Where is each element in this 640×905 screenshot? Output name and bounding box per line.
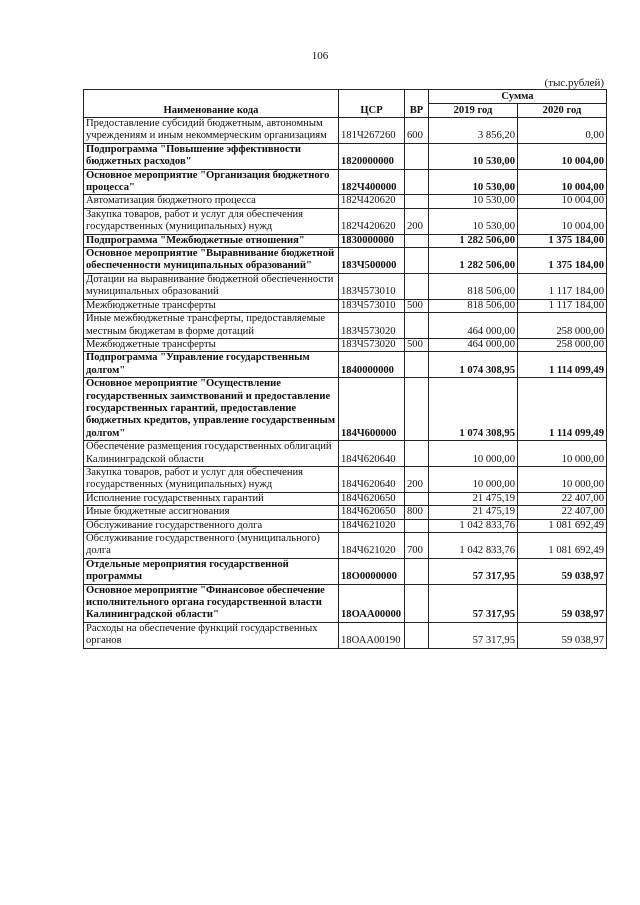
cell-2020: 1 114 099,49 [518,378,607,441]
cell-csr: 184Ч620650 [339,492,405,505]
table-row [84,248,607,274]
cell-vr [405,558,429,584]
cell-vr [405,441,429,467]
cell-2019: 10 000,00 [429,441,518,467]
cell-csr: 184Ч620640 [339,466,405,492]
cell-vr: 200 [405,208,429,234]
cell-csr: 18ОАА00000 [339,584,405,622]
cell-name: Основное мероприятие "Выравнивание бюджетной обеспеченности муниципальных образований" [84,248,339,274]
units-label: (тыс.рублей) [544,77,604,89]
table-row [84,313,607,339]
cell-name: Межбюджетные трансферты [84,338,339,351]
table-row [84,378,607,441]
cell-csr: 182Ч420620 [339,208,405,234]
cell-2019: 21 475,19 [429,506,518,519]
header-2019: 2019 год [429,104,518,118]
cell-vr [405,169,429,195]
cell-csr: 184Ч621020 [339,533,405,559]
cell-csr: 182Ч420620 [339,195,405,208]
cell-name: Дотации на выравнивание бюджетной обеспеченности муниципальных образований [84,273,339,299]
cell-2020: 0,00 [518,118,607,144]
cell-name: Подпрограмма "Управление государственным долгом" [84,352,339,378]
cell-vr [405,352,429,378]
cell-vr [405,378,429,441]
cell-name: Основное мероприятие "Осуществление государственных заимствований и предоставление государственных гарантий, предоставление бюджетных кредитов, управление государственным долгом" [84,378,339,441]
table-row [84,208,607,234]
cell-csr: 184Ч600000 [339,378,405,441]
cell-csr: 183Ч573010 [339,273,405,299]
cell-2019: 1 074 308,95 [429,378,518,441]
cell-csr: 18О0000000 [339,558,405,584]
cell-2019: 10 000,00 [429,466,518,492]
cell-vr: 500 [405,338,429,351]
table-row [84,519,607,532]
header-name: Наименование кода [84,90,339,118]
cell-2020: 1 081 692,49 [518,533,607,559]
cell-2019: 1 042 833,76 [429,533,518,559]
cell-csr: 182Ч400000 [339,169,405,195]
header-2020: 2020 год [518,104,607,118]
cell-csr: 183Ч500000 [339,248,405,274]
cell-name: Расходы на обеспечение функций государственных органов [84,622,339,648]
cell-csr: 184Ч620640 [339,441,405,467]
table-row [84,441,607,467]
cell-2019: 464 000,00 [429,338,518,351]
cell-2019: 818 506,00 [429,273,518,299]
table-row [84,143,607,169]
cell-2019: 1 282 506,00 [429,248,518,274]
cell-vr: 600 [405,118,429,144]
header-sum: Сумма [429,90,607,104]
cell-vr [405,492,429,505]
table-row [84,234,607,247]
cell-2020: 10 004,00 [518,169,607,195]
table-row [84,584,607,622]
cell-vr [405,234,429,247]
cell-name: Обслуживание государственного долга [84,519,339,532]
cell-2020: 1 114 099,49 [518,352,607,378]
cell-2019: 57 317,95 [429,584,518,622]
cell-2019: 1 042 833,76 [429,519,518,532]
table-row [84,273,607,299]
cell-2020: 22 407,00 [518,506,607,519]
cell-2019: 1 074 308,95 [429,352,518,378]
cell-vr [405,622,429,648]
table-row [84,506,607,519]
cell-name: Основное мероприятие "Финансовое обеспечение исполнительного органа государственной власти Калининградской области" [84,584,339,622]
cell-vr: 800 [405,506,429,519]
cell-2019: 10 530,00 [429,169,518,195]
cell-name: Подпрограмма "Межбюджетные отношения" [84,234,339,247]
cell-name: Отдельные мероприятия государственной программы [84,558,339,584]
cell-2019: 3 856,20 [429,118,518,144]
cell-vr [405,519,429,532]
cell-csr: 183Ч573010 [339,299,405,312]
cell-2019: 21 475,19 [429,492,518,505]
cell-2020: 258 000,00 [518,313,607,339]
cell-2020: 10 000,00 [518,441,607,467]
page-number: 106 [311,50,329,62]
cell-vr [405,273,429,299]
cell-name: Автоматизация бюджетного процесса [84,195,339,208]
cell-name: Закупка товаров, работ и услуг для обеспечения государственных (муниципальных) нужд [84,208,339,234]
cell-2019: 10 530,00 [429,143,518,169]
cell-2020: 1 375 184,00 [518,234,607,247]
cell-csr: 18ОАА00190 [339,622,405,648]
cell-csr: 184Ч621020 [339,519,405,532]
table-row [84,338,607,351]
cell-2019: 10 530,00 [429,195,518,208]
cell-2019: 57 317,95 [429,558,518,584]
table-row [84,352,607,378]
cell-2020: 10 004,00 [518,143,607,169]
cell-vr [405,143,429,169]
cell-csr: 1840000000 [339,352,405,378]
header-vr: ВР [405,90,429,118]
cell-2020: 10 004,00 [518,195,607,208]
table-row [84,558,607,584]
cell-2019: 1 282 506,00 [429,234,518,247]
cell-name: Подпрограмма "Повышение эффективности бюджетных расходов" [84,143,339,169]
table-row [84,299,607,312]
cell-vr [405,195,429,208]
cell-2020: 258 000,00 [518,338,607,351]
cell-name: Обеспечение размещения государственных облигаций Калининградской области [84,441,339,467]
table-row [84,466,607,492]
cell-name: Иные бюджетные ассигнования [84,506,339,519]
cell-name: Закупка товаров, работ и услуг для обеспечения государственных (муниципальных) нужд [84,466,339,492]
table-row [84,118,607,144]
cell-vr: 700 [405,533,429,559]
cell-2020: 59 038,97 [518,622,607,648]
cell-name: Исполнение государственных гарантий [84,492,339,505]
cell-vr: 200 [405,466,429,492]
cell-csr: 1830000000 [339,234,405,247]
cell-2019: 818 506,00 [429,299,518,312]
cell-name: Обслуживание государственного (муниципального) долга [84,533,339,559]
cell-csr: 183Ч573020 [339,313,405,339]
cell-2019: 10 530,00 [429,208,518,234]
cell-csr: 1820000000 [339,143,405,169]
cell-name: Межбюджетные трансферты [84,299,339,312]
cell-name: Основное мероприятие "Организация бюджетного процесса" [84,169,339,195]
cell-vr [405,248,429,274]
cell-csr: 183Ч573020 [339,338,405,351]
cell-2020: 1 117 184,00 [518,273,607,299]
cell-csr: 184Ч620650 [339,506,405,519]
budget-table [83,89,607,649]
cell-vr [405,584,429,622]
cell-name: Предоставление субсидий бюджетным, автономным учреждениям и иным некоммерческим организациям [84,118,339,144]
table-row [84,622,607,648]
table-row [84,492,607,505]
cell-2020: 59 038,97 [518,584,607,622]
cell-2020: 10 000,00 [518,466,607,492]
cell-2020: 1 081 692,49 [518,519,607,532]
cell-2020: 1 375 184,00 [518,248,607,274]
cell-2020: 22 407,00 [518,492,607,505]
table-row [84,169,607,195]
table-body [84,118,607,649]
header-csr: ЦСР [339,90,405,118]
cell-2019: 464 000,00 [429,313,518,339]
cell-2019: 57 317,95 [429,622,518,648]
cell-2020: 1 117 184,00 [518,299,607,312]
cell-vr [405,313,429,339]
cell-name: Иные межбюджетные трансферты, предоставляемые местным бюджетам в форме дотаций [84,313,339,339]
table-row [84,195,607,208]
cell-csr: 181Ч267260 [339,118,405,144]
cell-2020: 59 038,97 [518,558,607,584]
cell-vr: 500 [405,299,429,312]
table-row [84,533,607,559]
cell-2020: 10 004,00 [518,208,607,234]
